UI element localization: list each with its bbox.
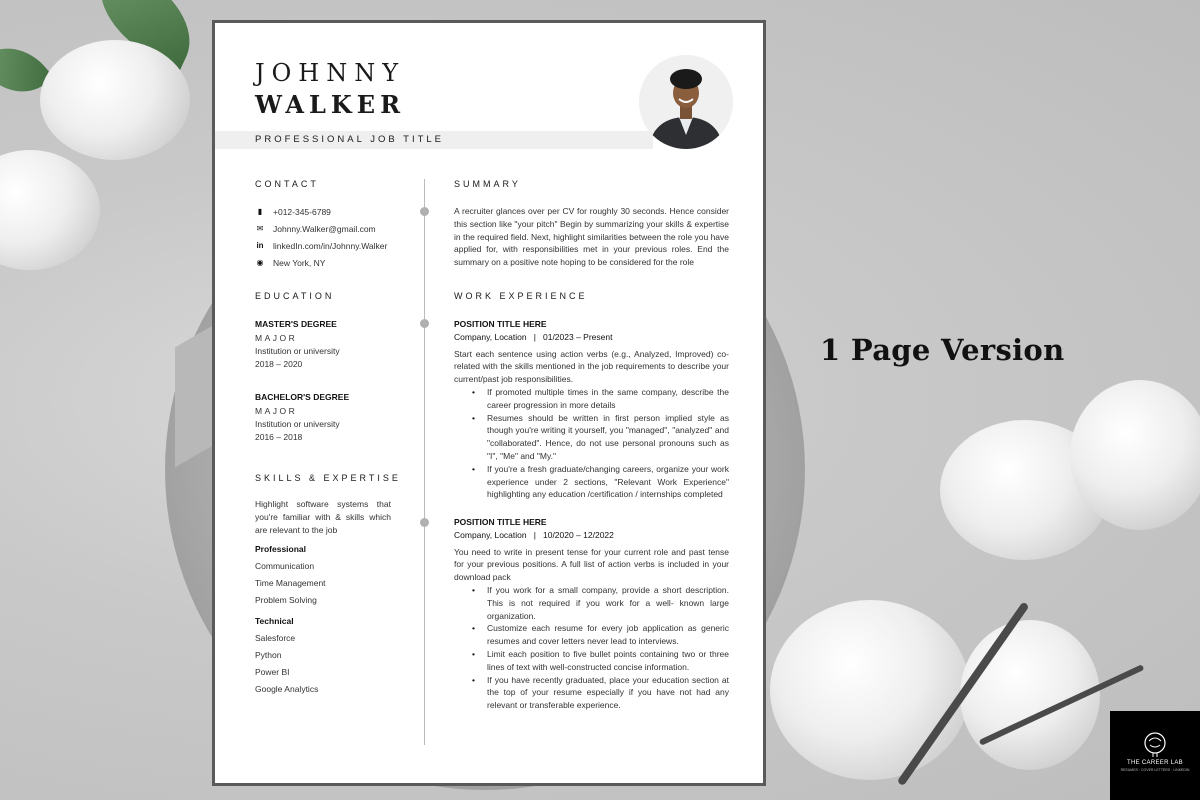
contact-text: linkedIn.com/in/Johnny.Walker	[273, 240, 388, 251]
cotton-flower	[770, 600, 970, 780]
skill-item: Communication	[255, 561, 315, 571]
timeline-dot	[420, 518, 429, 527]
bullet-list	[472, 386, 729, 501]
contact-list	[255, 203, 391, 271]
contact-text: +012-345-6789	[273, 206, 331, 217]
skill-item: Google Analytics	[255, 684, 319, 694]
brand-logo	[1110, 711, 1200, 800]
degree-years: 2016 – 2018	[255, 432, 303, 442]
contact-location	[255, 254, 391, 271]
bullet-item: • If promoted multiple times in the same company, describe the career progression in more details	[472, 386, 729, 412]
resume-frame	[212, 20, 766, 786]
degree-title: BACHELOR'S DEGREE	[255, 392, 350, 402]
contact-linkedin	[255, 237, 391, 254]
bullet-list	[472, 584, 729, 712]
cotton-flower	[40, 40, 190, 160]
phone-icon: ▮	[257, 207, 263, 216]
position-intro: You need to write in present tense for your current role and past tense for your previous positions. A full list of action verbs is included in your download pack	[454, 546, 729, 583]
contact-text: New York, NY	[273, 257, 326, 268]
last-name: WALKER	[255, 90, 406, 119]
education-heading: EDUCATION	[255, 291, 335, 301]
degree-major: MAJOR	[255, 333, 298, 343]
position-title: POSITION TITLE HERE	[454, 517, 547, 527]
job-title: PROFESSIONAL JOB TITLE	[255, 134, 445, 145]
bullet-item: • Resumes should be written in first person implied style as though you're writing it yourself, you "managed", "analyzed" and "collaborated". Hence, do not use personal pronouns such as "I", "Me" and "My."	[472, 412, 729, 463]
skill-item: Salesforce	[255, 633, 296, 643]
skills-heading: SKILLS & EXPERTISE	[255, 473, 401, 483]
brand-name: THE CAREER LAB	[1127, 760, 1183, 766]
education-item	[255, 391, 391, 444]
position-intro: Start each sentence using action verbs (e.g., Analyzed, Improved) co-related with the skills mentioned in the job requirements to describe your current/past job responsibilities.	[454, 348, 729, 385]
degree-school: Institution or university	[255, 419, 340, 429]
position-title: POSITION TITLE HERE	[454, 319, 547, 329]
first-name: JOHNNY	[255, 59, 406, 87]
skill-item: Time Management	[255, 578, 326, 588]
skill-group-title: Technical	[255, 616, 294, 626]
skill-item: Python	[255, 650, 282, 660]
skill-item: Power BI	[255, 667, 290, 677]
brain-head-icon	[1140, 729, 1170, 759]
brand-tagline: RESUMES · COVER LETTERS · LINKEDIN	[1120, 768, 1190, 772]
job-entry	[454, 318, 729, 501]
skill-group-title: Professional	[255, 544, 307, 554]
work-heading: WORK EXPERIENCE	[454, 291, 588, 301]
degree-school: Institution or university	[255, 346, 340, 356]
bullet-item: • If you work for a small company, provide a short description. This is not required if you work for a well- known large organization.	[472, 584, 729, 622]
person-avatar-icon	[639, 55, 733, 149]
one-page-version-label: 1 Page Version	[820, 333, 1065, 367]
mail-icon: ✉	[256, 224, 264, 233]
location-pin-icon: ◉	[256, 258, 264, 267]
skills-intro: Highlight software systems that you're familiar with & skills which are relevant to the job	[255, 499, 391, 535]
resume-page	[215, 23, 763, 783]
cotton-flower	[1070, 380, 1200, 530]
degree-years: 2018 – 2020	[255, 359, 303, 369]
contact-phone	[255, 203, 391, 220]
summary-heading: SUMMARY	[454, 179, 521, 189]
bullet-item: • If you're a fresh graduate/changing careers, organize your work experience under 2 sections, "Relevant Work Experience" highlighting any education /certification / internships completed	[472, 463, 729, 501]
skill-item: Problem Solving	[255, 595, 317, 605]
timeline-divider	[424, 179, 425, 745]
timeline-dot	[420, 207, 429, 216]
job-entry	[454, 516, 729, 712]
cotton-flower	[0, 150, 100, 270]
skills-section	[255, 498, 391, 698]
contact-text: Johnny.Walker@gmail.com	[273, 223, 376, 234]
profile-photo	[639, 55, 733, 149]
education-item	[255, 318, 391, 371]
bullet-item: • If you have recently graduated, place your education section at the top of your resume especially if you have not had any relevant or transferable experience.	[472, 674, 729, 712]
timeline-dot	[420, 319, 429, 328]
contact-email	[255, 220, 391, 237]
position-meta: Company, Location | 10/2020 – 12/2022	[454, 529, 614, 540]
bullet-item: • Limit each position to five bullet points containing two or three lines of text with well-constructed concise information.	[472, 648, 729, 674]
position-meta: Company, Location | 01/2023 – Present	[454, 331, 613, 342]
bullet-item: • Customize each resume for every job application as generic resumes and cover letters never lead to interviews.	[472, 622, 729, 648]
degree-major: MAJOR	[255, 406, 298, 416]
degree-title: MASTER'S DEGREE	[255, 319, 337, 329]
contact-heading: CONTACT	[255, 179, 319, 189]
summary-text: A recruiter glances over per CV for roughly 30 seconds. Hence consider this section like "your pitch" Begin by summarizing your skills & expertise in the required field. Next, highlight similarities between the role you have applied for, with responsibilities met in your previous roles. End the summary on a positive note hoping to be considered for the role	[454, 206, 729, 268]
linkedin-icon: in	[256, 241, 264, 250]
